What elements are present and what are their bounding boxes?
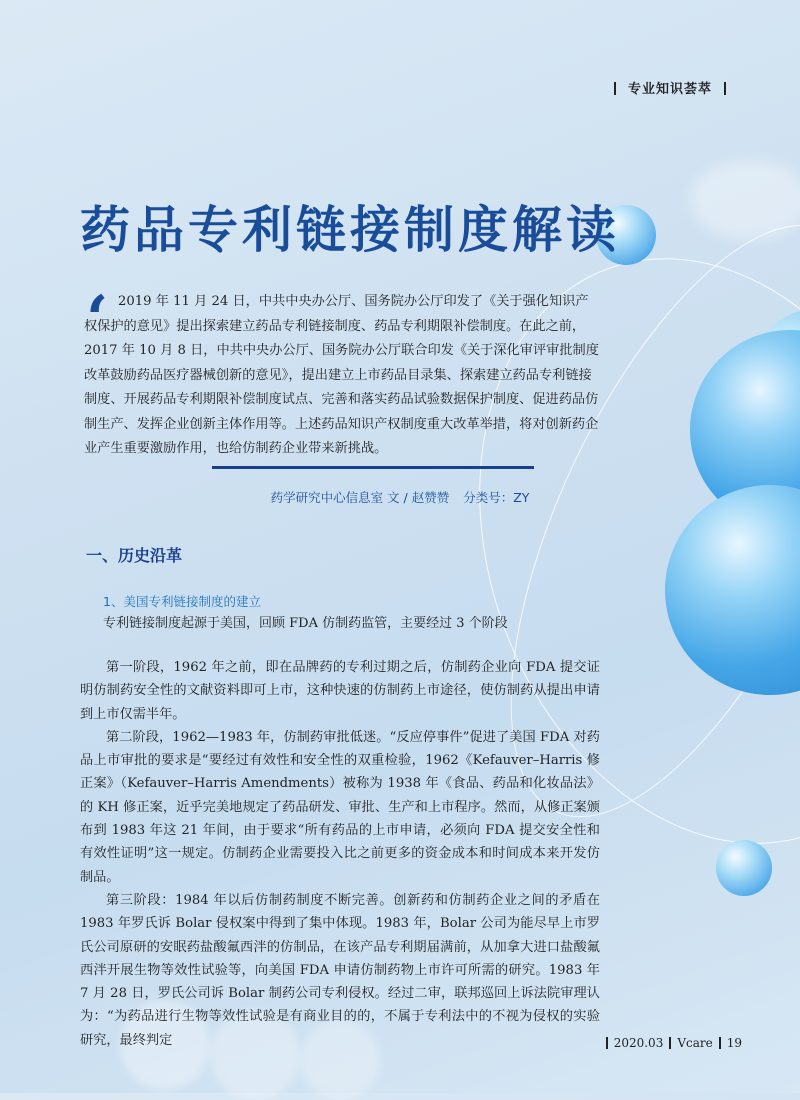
subsection-heading: 1、美国专利链接制度的建立 [103, 594, 261, 609]
intro-paragraph: 2019 年 11 月 24 日，中共中央办公厅、国务院办公厅印发了《关于强化知识产权保护的意见》提出探索建立药品专利链接制度、药品专利期限补偿制度。在此之前，2017 年 10 月 8 日，中共中央办公厅、国务院办公厅联合印发《关于深化审评审批制度改革鼓励药品医疗器械创新的意见》，提出建立上市药品目录集、探索建立药品专利链接制度、开展药品专利期限补偿制度试点、完善和落实药品试验数据保护制度、促进药品仿制生产、发挥企业创新主体作用等。上述药品知识产权制度重大改革举措，将对创新药企业产生重要激励作用，也给仿制药企业带来新挑战。 [84, 294, 599, 456]
body-paragraph: 第三阶段：1984 年以后仿制药制度不断完善。创新药和仿制药企业之间的矛盾在 1983 年罗氏诉 Bolar 侵权案中得到了集中体现。1983 年，Bolar 公司为能尽早上市罗氏公司原研的安眠药盐酸氟西泮的仿制品，在该产品专利期届满前，从加拿大进口盐酸氟西泮开展生物等效性试验等，向美国 FDA 申请仿制药物上市许可所需的研究。1983 年 7 月 28 日，罗氏公司诉 Bolar 制药公司专利侵权。经过二审，联邦巡回上诉法院审理认为：“为药品进行生物等效性试验是有商业目的的，不属于专利法中的不视为侵权的实验研究，最终判定 [80, 892, 600, 1048]
page-footer [600, 1036, 742, 1050]
divider [606, 1037, 608, 1049]
section-label: 专业知识荟萃 [627, 82, 712, 97]
byline [0, 488, 800, 506]
section-header [602, 78, 738, 97]
issue: 2020.03 [613, 1036, 664, 1050]
page-number: 19 [726, 1036, 742, 1050]
category: 分类号：ZY [463, 490, 530, 505]
quote-mark-icon: ‘ [86, 282, 109, 357]
decorative-sphere [716, 840, 772, 896]
page-title: 药品专利链接制度解读 [80, 201, 620, 259]
lead-sentence: 专利链接制度起源于美国，回顾 FDA 仿制药监管，主要经过 3 个阶段 [103, 616, 508, 631]
divider [669, 1037, 671, 1049]
section-heading: 一、历史沿革 [86, 546, 183, 565]
divider [719, 1037, 721, 1049]
body-paragraph: 第一阶段，1962 年之前，即在品牌药的专利过期之后，仿制药企业向 FDA 提交证明仿制药安全性的文献资料即可上市，这种快速的仿制药上市途径，使仿制药从提出申请到上市仅需半年。 [80, 660, 600, 722]
article-body [80, 656, 600, 1052]
divider [724, 82, 726, 95]
divider [212, 466, 534, 469]
body-paragraph: 第二阶段，1962—1983 年，仿制药审批低迷。“反应停事件”促进了美国 FDA 对药品上市审批的要求是“要经过有效性和安全性的双重检验，1962《Kefauver–Harris 修正案》（Kefauver–Harris Amendments）被称为 1938 年《食品、药品和化妆品法》的 KH 修正案，近乎完美地规定了药品研发、审批、生产和上市程序。然而，从修正案颁布到 1983 年这 21 年间，由于要求“所有药品的上市申请，必须向 FDA 提交安全性和有效性证明”这一规定。仿制药企业需要投入比之前更多的资金成本和时间成本来开发仿制品。 [80, 729, 600, 885]
author: 药学研究中心信息室 文 / 赵赞赞 [270, 490, 450, 505]
divider [614, 82, 616, 95]
magazine: Vcare [677, 1036, 713, 1050]
